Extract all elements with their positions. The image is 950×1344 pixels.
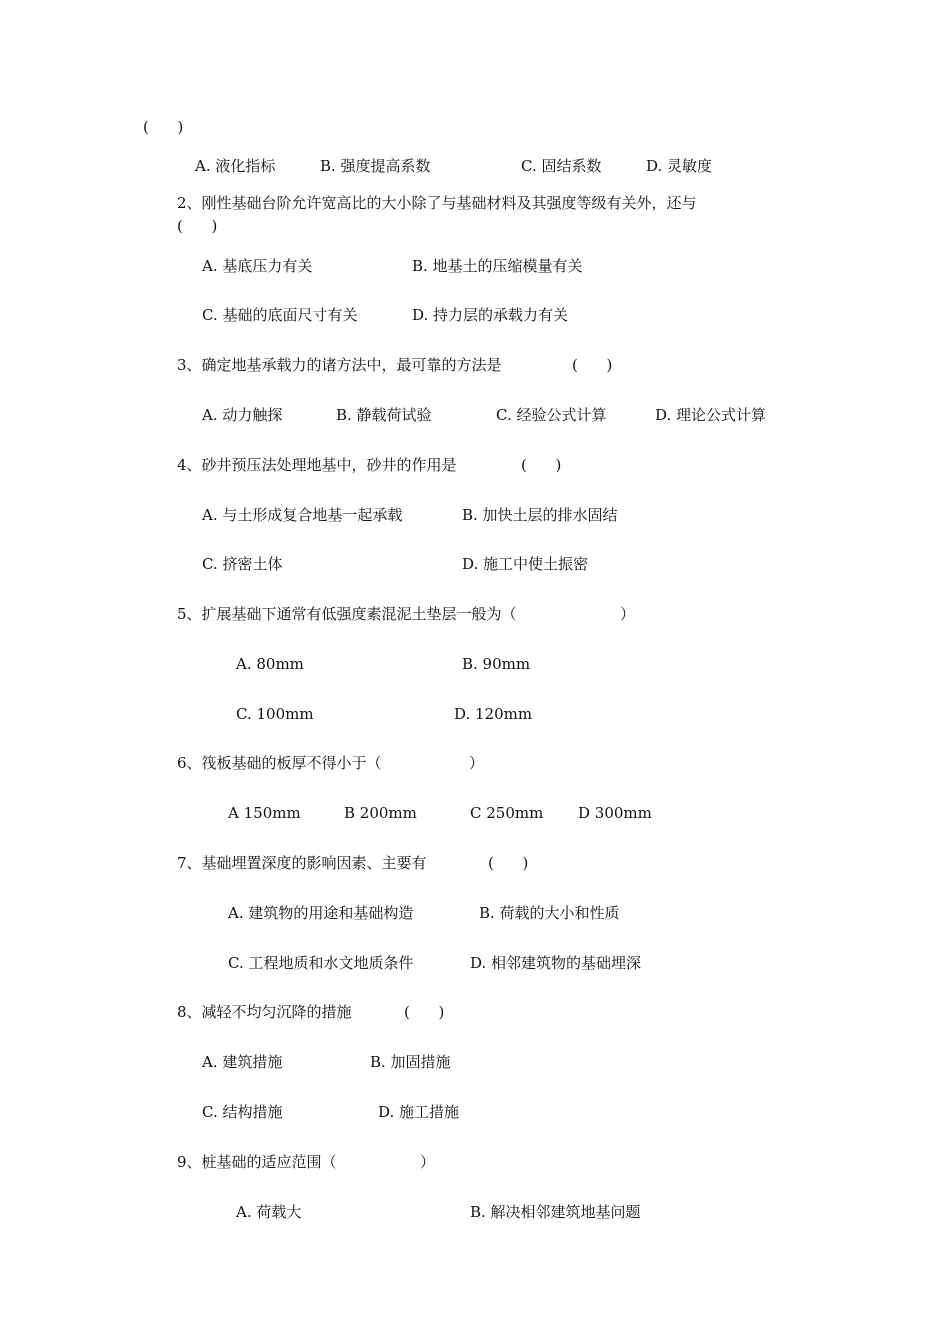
q6-stem: 6、筏板基础的板厚不得小于（ (177, 754, 382, 772)
q4-answer-paren: ( ) (521, 456, 562, 474)
q3-option-c: C. 经验公式计算 (496, 406, 607, 424)
q8-option-d: D. 施工措施 (378, 1103, 460, 1121)
q3-option-d: D. 理论公式计算 (655, 406, 767, 424)
q1-option-a: A. 液化指标 (195, 157, 276, 175)
q5-answer-paren: ） (620, 605, 636, 623)
q6-option-d: D 300mm (578, 804, 652, 822)
q5-option-d: D. 120mm (454, 705, 533, 723)
q0-answer-paren: ( ) (143, 118, 184, 136)
q2-option-a: A. 基底压力有关 (202, 257, 313, 275)
q7-answer-paren: ( ) (488, 854, 529, 872)
q2-answer-paren: ( ) (177, 217, 218, 235)
q5-option-a: A. 80mm (236, 655, 304, 673)
q5-stem: 5、扩展基础下通常有低强度素混泥土垫层一般为（ (177, 605, 517, 623)
q3-stem: 3、确定地基承载力的诸方法中，最可靠的方法是 (177, 356, 502, 374)
q2-option-d: D. 持力层的承载力有关 (412, 306, 569, 324)
q2-option-b: B. 地基土的压缩模量有关 (412, 257, 583, 275)
q9-option-a: A. 荷载大 (236, 1203, 302, 1221)
q8-option-b: B. 加固措施 (370, 1053, 451, 1071)
q8-answer-paren: ( ) (404, 1003, 445, 1021)
q8-option-a: A. 建筑措施 (202, 1053, 283, 1071)
q2-stem: 2、刚性基础台阶允许宽高比的大小除了与基础材料及其强度等级有关外，还与 (177, 194, 697, 212)
q3-option-a: A. 动力触探 (202, 406, 283, 424)
q7-option-a: A. 建筑物的用途和基础构造 (228, 904, 414, 922)
q6-option-b: B 200mm (344, 804, 417, 822)
q2-option-c: C. 基础的底面尺寸有关 (202, 306, 358, 324)
q3-answer-paren: ( ) (572, 356, 613, 374)
q5-option-c: C. 100mm (236, 705, 314, 723)
q9-answer-paren: ） (420, 1153, 436, 1171)
q4-option-a: A. 与土形成复合地基一起承载 (202, 506, 403, 524)
q3-option-b: B. 静载荷试验 (336, 406, 432, 424)
q7-option-d: D. 相邻建筑物的基础埋深 (470, 954, 642, 972)
q1-option-b: B. 强度提高系数 (320, 157, 431, 175)
q8-option-c: C. 结构措施 (202, 1103, 283, 1121)
q6-option-c: C 250mm (470, 804, 544, 822)
q1-option-c: C. 固结系数 (521, 157, 602, 175)
q4-option-d: D. 施工中使土振密 (462, 555, 589, 573)
q7-option-c: C. 工程地质和水文地质条件 (228, 954, 414, 972)
q9-option-b: B. 解决相邻建筑地基问题 (470, 1203, 641, 1221)
q4-option-c: C. 挤密土体 (202, 555, 283, 573)
q5-option-b: B. 90mm (462, 655, 531, 673)
q6-option-a: A 150mm (228, 804, 301, 822)
q7-stem: 7、基础埋置深度的影响因素、主要有 (177, 854, 427, 872)
q6-answer-paren: ） (469, 754, 485, 772)
q8-stem: 8、减轻不均匀沉降的措施 (177, 1003, 352, 1021)
q4-stem: 4、砂井预压法处理地基中，砂井的作用是 (177, 456, 457, 474)
q4-option-b: B. 加快土层的排水固结 (462, 506, 618, 524)
q9-stem: 9、桩基础的适应范围（ (177, 1153, 337, 1171)
q1-option-d: D. 灵敏度 (646, 157, 713, 175)
q7-option-b: B. 荷载的大小和性质 (479, 904, 620, 922)
